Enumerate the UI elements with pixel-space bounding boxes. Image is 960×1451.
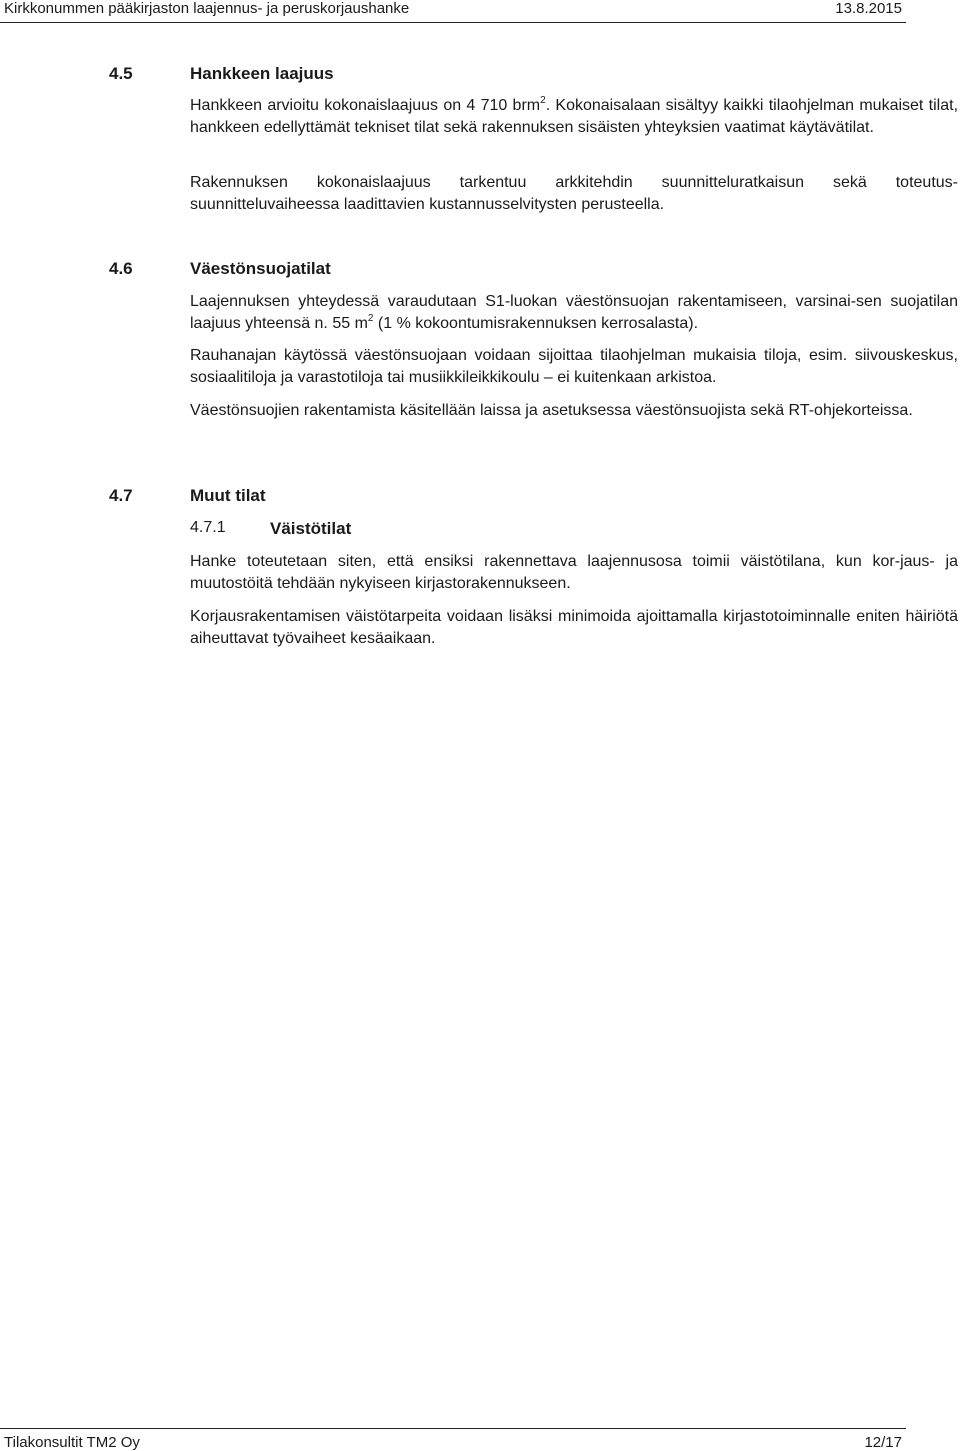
paragraph-text: . Kokonaisalaan sisältyy kaikki tilaohjelman mukaiset tilat, hankkeen edellyttämät tekniset tilat sekä rakennuksen sisäisten yhteyksien vaatimat käytävätilat. [190,97,959,136]
footer-company: Tilakonsultit TM2 Oy [4,1434,140,1451]
superscript: 2 [367,312,374,324]
section-4-5-paragraph-2: Rakennuksen kokonaislaajuus tarkentuu arkkitehdin suunnitteluratkaisun sekä toteutus-suunnitteluvaiheessa laadittavien kustannusselvitysten perusteella. [190,174,958,213]
section-4-6-paragraph-1 [190,291,958,335]
section-4-5-title: Hankkeen laajuus [190,64,334,83]
paragraph-text: (1 % kokoontumisrakennuksen kerrosalasta). [373,315,699,332]
section-4-6-title: Väestönsuojatilat [190,259,331,278]
subsection-4-7-1-title: Väistötilat [270,519,352,538]
paragraph-text: Laajennuksen yhteydessä varaudutaan S1-luokan väestönsuojan rakentamiseen, varsinai-sen suojatilan laajuus yhteensä n. 55 m [190,293,958,332]
document-date: 13.8.2015 [835,0,902,17]
section-4-7-paragraph-2: Korjausrakentamisen väistötarpeita voidaan lisäksi minimoida ajoittamalla kirjastotoiminnalle eniten häiriötä aiheuttavat työvaiheet kesäaikaan. [190,608,958,647]
superscript: 2 [540,94,546,106]
section-4-7-title: Muut tilat [190,486,266,505]
page-footer [0,1428,906,1451]
section-4-6-paragraph-3: Väestönsuojien rakentamista käsitellään laissa ja asetuksessa väestönsuojista sekä RT-ohjekorteissa. [190,402,913,419]
section-4-5-number: 4.5 [109,64,133,83]
section-4-6-number: 4.6 [109,259,133,278]
document-title: Kirkkonummen pääkirjaston laajennus- ja peruskorjaushanke [4,0,410,17]
page-number: 12/17 [864,1434,902,1451]
section-4-6-paragraph-2: Rauhanajan käytössä väestönsuojaan voidaan sijoittaa tilaohjelman mukaisia tiloja, esim. siivouskeskus, sosiaalitiloja ja varastotiloja tai musiikkileikkikoulu – ei kuitenkaan arkistoa. [190,347,958,386]
page-header [0,0,906,23]
section-4-7-paragraph-1: Hanke toteutetaan siten, että ensiksi rakennettava laajennusosa toimii väistötilana, kun kor-jaus- ja muutostöitä tehdään nykyiseen kirjastorakennukseen. [190,553,958,592]
section-4-7-number: 4.7 [109,486,133,505]
subsection-4-7-1-number: 4.7.1 [190,519,226,536]
paragraph-text: Hankkeen arvioitu kokonaislaajuus on 4 710 brm [190,97,541,114]
section-4-5-paragraph-1 [190,95,958,139]
